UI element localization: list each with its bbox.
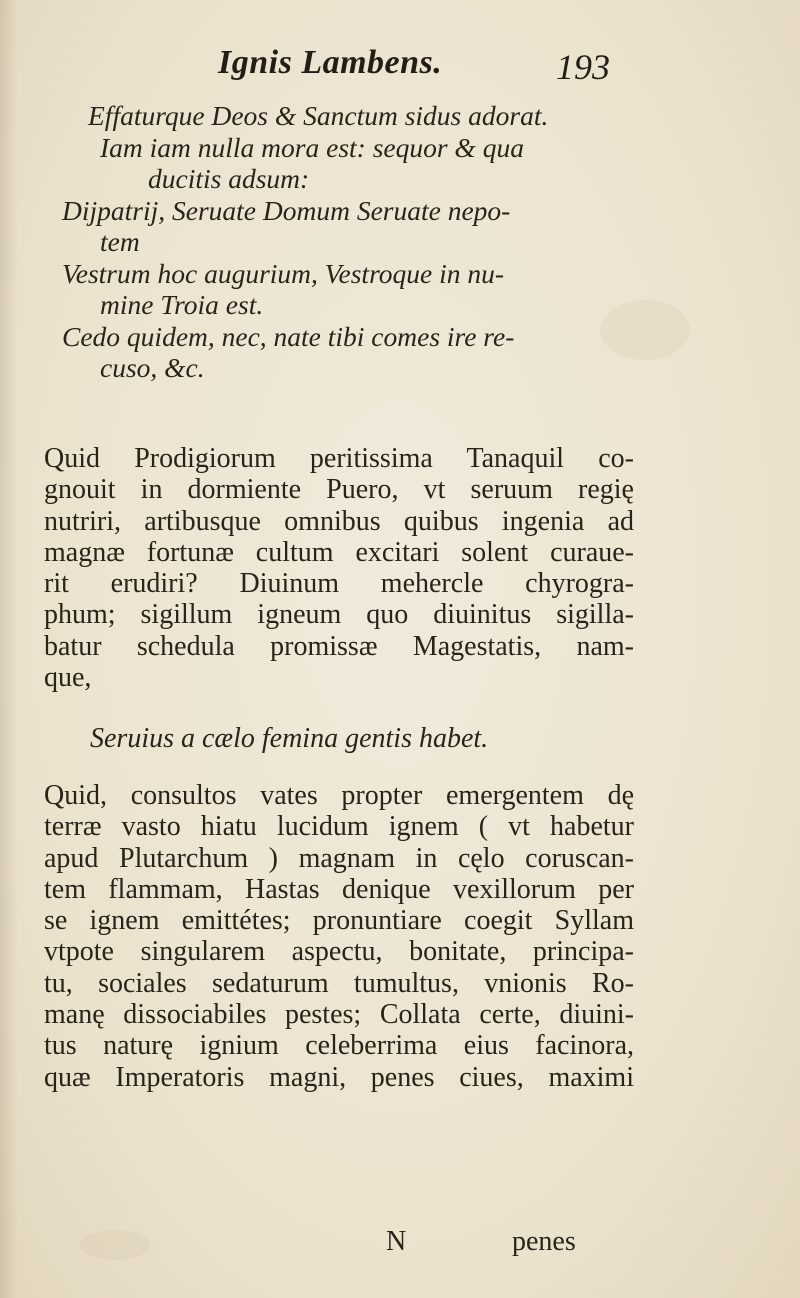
- prose-line: terræ vasto hiatu lucidum ignem ( vt habetur: [44, 811, 634, 843]
- verse-line: tem: [100, 226, 140, 257]
- prose-line: nutriri, artibusque omnibus quibus ingenia ad: [44, 505, 634, 537]
- page-number: 193: [556, 47, 610, 87]
- prose-line: magnæ fortunæ cultum excitari solent curaue-: [44, 536, 634, 568]
- prose-line: tu, sociales sedaturum tumultus, vnionis Ro-: [44, 967, 634, 999]
- signature-mark: N: [386, 1226, 407, 1257]
- verse-quotation: [62, 100, 632, 384]
- prose-line: tus naturę ignium celeberrima eius facinora,: [44, 1030, 634, 1062]
- paragraph-2: [44, 780, 634, 1093]
- prose-line: tem flammam, Hastas denique vexillorum per: [44, 873, 634, 905]
- prose-line: quæ Imperatoris magni, penes ciues, maximi: [44, 1061, 634, 1093]
- prose-line: rit erudiri? Diuinum mehercle chyrogra-: [44, 568, 634, 600]
- verse-line: cuso, &c.: [100, 352, 205, 383]
- prose-line: apud Plutarchum ) magnam in cęlo coruscan-: [44, 842, 634, 874]
- running-title: Ignis Lambens.: [218, 44, 443, 81]
- prose-line: se ignem emittétes; pronuntiare coegit Syllam: [44, 905, 634, 937]
- catchword: penes: [512, 1226, 576, 1257]
- verse-line: Iam iam nulla mora est: sequor & qua: [100, 131, 524, 163]
- prose-line: Quid Prodigiorum peritissima Tanaquil co-: [44, 443, 634, 474]
- italic-quotation: Seruius a cælo femina gentis habet.: [90, 723, 489, 754]
- verse-line: Dijpatrij, Seruate Domum Seruate nepo-: [62, 194, 511, 226]
- prose-line: phum; sigillum igneum quo diuinitus sigilla-: [44, 599, 634, 631]
- prose-line: vtpote singularem aspectu, bonitate, principa-: [44, 936, 634, 968]
- paragraph-1: [44, 443, 634, 693]
- page-footer: [0, 1226, 800, 1266]
- verse-line: Effaturque Deos & Sanctum sidus adorat.: [88, 100, 549, 131]
- prose-line: Quid, consultos vates propter emergentem dę: [44, 780, 634, 811]
- page-header: [0, 44, 800, 104]
- prose-line: batur schedula promissæ Magestatis, nam-: [44, 630, 634, 662]
- verse-line: Vestrum hoc augurium, Vestroque in nu-: [62, 257, 505, 289]
- verse-line: mine Troia est.: [100, 289, 264, 320]
- verse-line: ducitis adsum:: [148, 163, 310, 194]
- prose-line: gnouit in dormiente Puero, vt seruum regię: [44, 474, 634, 506]
- prose-line: manę dissociabiles pestes; Collata certe, diuini-: [44, 999, 634, 1031]
- prose-line: que,: [44, 662, 92, 694]
- verse-line: Cedo quidem, nec, nate tibi comes ire re-: [62, 320, 515, 352]
